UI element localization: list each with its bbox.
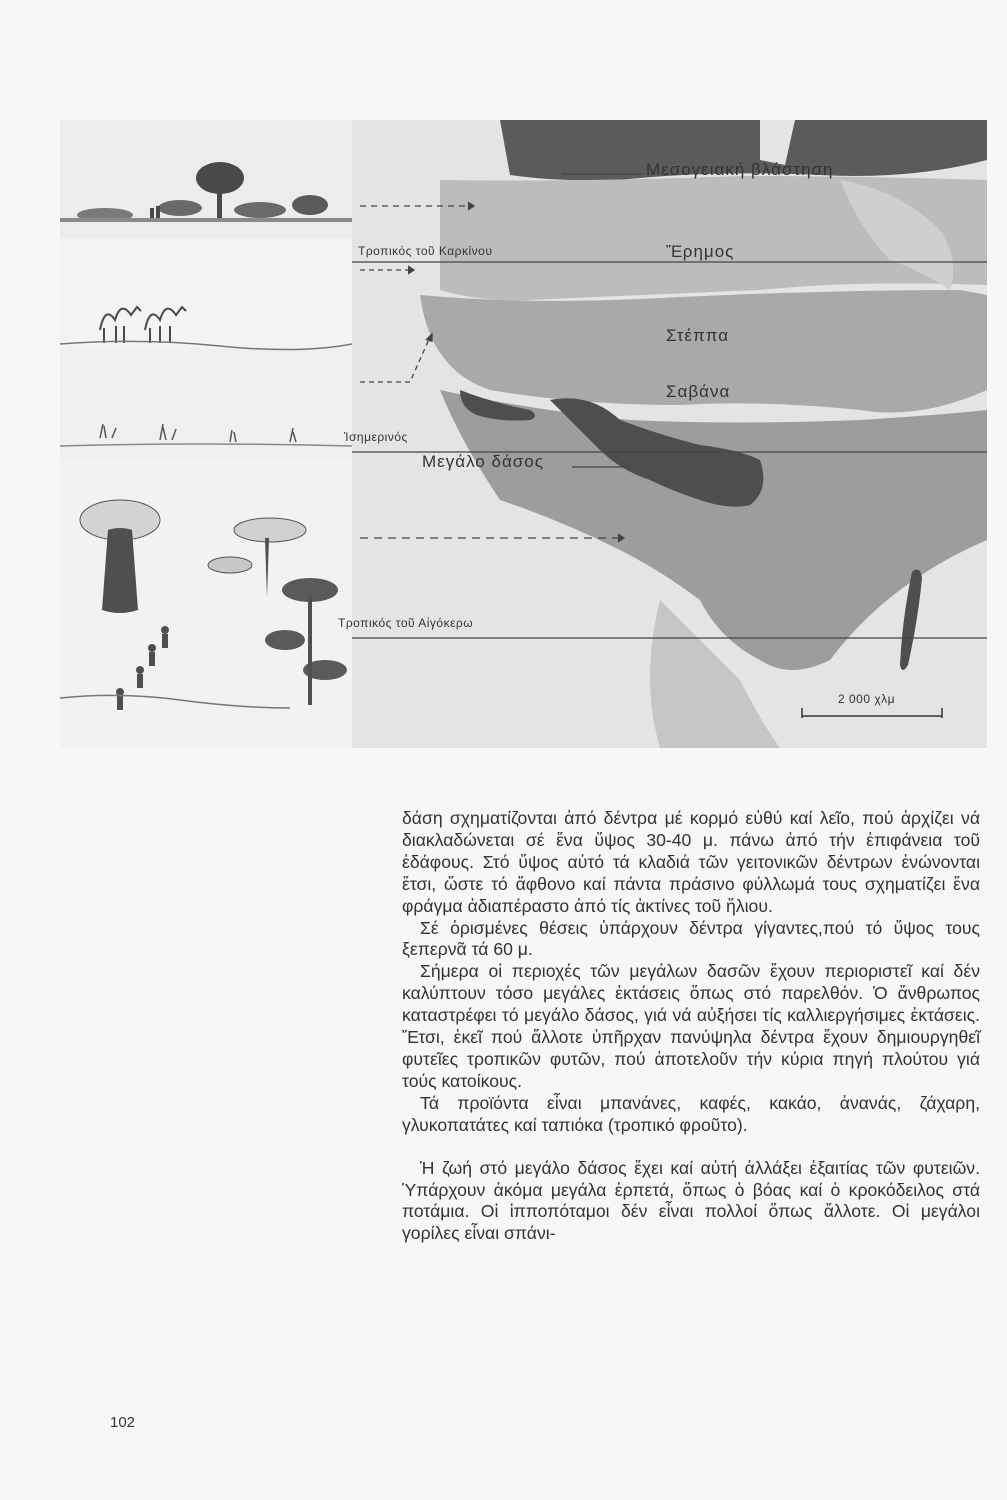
label-equator: Ἰσημερινός [344, 430, 408, 444]
paragraph-giant-trees: Σέ ὁρισμένες θέσεις ὑπάρχουν δέντρα γίγαντες,πού τό ὕψος τους ξεπερνᾶ τά 60 μ. [402, 917, 980, 960]
paragraph-products: Τά προϊόντα εἶναι μπανάνες, καφές, κακάο, ἀνανάς, ζάχαρη, γλυκοπατάτες καί ταπιόκα (τροπικό φροῦτο). [402, 1092, 980, 1135]
paragraph-wildlife: Ἡ ζωή στό μεγάλο δάσος ἔχει καί αὐτή ἀλλάξει ἐξαιτίας τῶν φυτειῶν. Ὑπάρχουν ἀκόμα μεγάλα ἑρπετά, ὅπως ὁ βόας καί ὁ κροκόδειλος στά ποτάμια. Οἱ ἱπποπόταμοι δέν εἶναι πολλοί ὅπως ἄλλοτε. Οἱ μεγάλοι γορίλες εἶναι σπάνι- [402, 1157, 980, 1244]
label-great-forest: Μεγάλο δάσος [422, 452, 544, 471]
label-tropic-of-capricorn: Τροπικός τοῦ Αἰγόκερω [338, 616, 474, 630]
label-savanna: Σαβάνα [666, 382, 731, 401]
label-tropic-of-cancer: Τροπικός τοῦ Καρκίνου [358, 244, 493, 258]
page-number: 102 [110, 1414, 136, 1431]
paragraph-deforestation: Σήμερα οἱ περιοχές τῶν μεγάλων δασῶν ἔχουν περιοριστεῖ καί δέν καλύπτουν τόσο μεγάλες ἐκτάσεις ὅπως στό παρελθόν. Ὁ ἄνθρωπος καταστρέφει τό μεγάλο δάσος, γιά νά αὐξήσει τίς καλλιεργήσιμες ἐκτάσεις. Ἔτσι, ἐκεῖ πού ἄλλοτε ὑπῆρχαν πανύψηλα δέντρα ἔχουν δημιουργηθεῖ φυτεῖες τροπικῶν φυτῶν, πού ἀποτελοῦν τήν κύρια πηγή πλούτου γιά τούς κατοίκους. [402, 961, 980, 1091]
paragraph-forest-structure: δάση σχηματίζονται ἀπό δέντρα μέ κορμό εὐθύ καί λεῖο, πού ἀρχίζει νά διακλαδώνεται σέ ἕνα ὕψος 30-40 μ. πάνω ἀπό τήν ἐπιφάνεια τοῦ ἐδάφους. Στό ὕψος αὐτό τά κλαδιά τῶν γειτονικῶν δέντρων ἑνώνονται ἔτσι, ὥστε τό ἄφθονο καί πάντα πράσινο φύλλωμά τους σχηματίζει ἕνα φράγμα ἀδιαπέραστο ἀπό τίς ἀκτίνες τοῦ ἥλιου. [402, 808, 980, 916]
body-text [402, 808, 980, 1245]
africa-map-drawing [352, 120, 987, 748]
label-steppe: Στέππα [666, 326, 730, 345]
label-desert: Ἔρημος [666, 242, 735, 261]
vegetation-map-illustration [60, 120, 987, 748]
label-scale: 2 000 χλμ [838, 692, 896, 706]
label-mediterranean-vegetation: Μεσογειακή βλάστηση [646, 160, 834, 179]
vegetation-zones-figure [60, 120, 987, 748]
